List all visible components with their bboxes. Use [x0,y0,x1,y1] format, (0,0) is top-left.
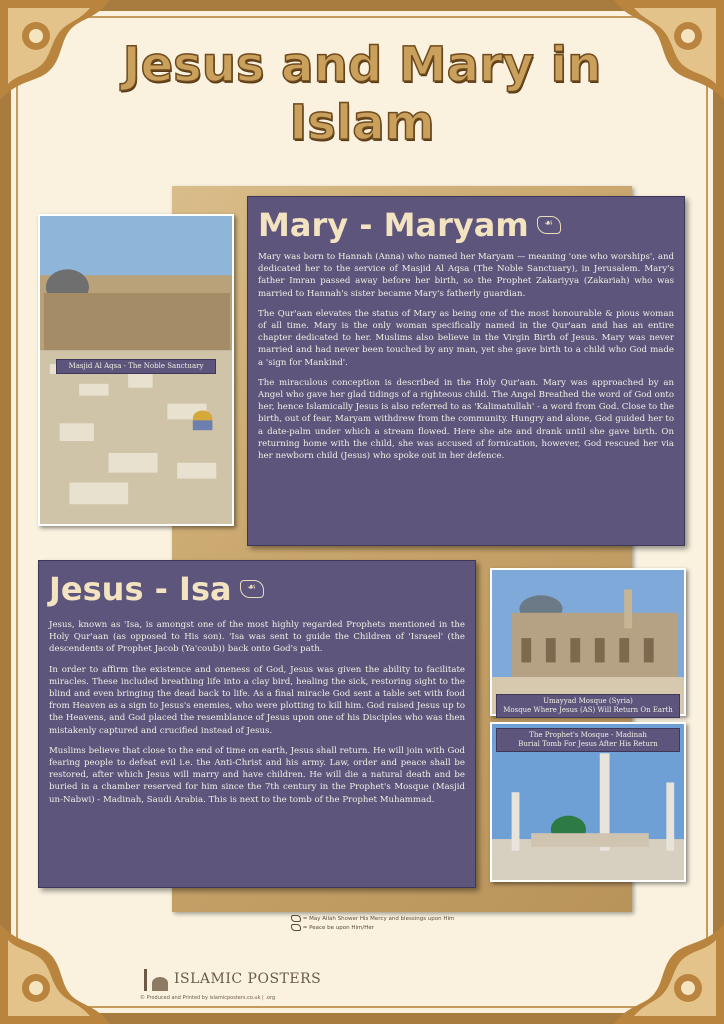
mary-paragraph: The miraculous conception is described in the Holy Qur'aan. Mary was approached by an Angel who gave her glad tidings of a righteous child. The Angel Breathed the word of God onto her, hence Islamically Jesus is also referred to as 'Kalimatullah' - a word from God. Close to the birth, out of fear, Maryam withdrew from the community. Hungry and alone, God guided her to a date-palm under which a stream flowed. Here she ate and drank until she gave birth. On returning home with the child, she was accused of fornication, however, God rescued her via her newborn child (Jesus) who spoke out in her defence. [258,377,674,462]
jesus-section [38,560,476,888]
mary-heading-text: Mary - Maryam [258,206,529,244]
caption-line: Burial Tomb For Jesus After His Return [518,740,658,748]
caption-line: Mosque Where Jesus (AS) Will Return On Earth [503,706,673,714]
pbuh-calligraphy-icon: ☙ [240,580,264,598]
mary-section [247,196,685,546]
mary-paragraph: The Qur'aan elevates the status of Mary as being one of the most honourable & pious woman of all time. Mary is the only woman specifically named in the Qur'aan and has an entire chapter dedicated to her. Muslims also believe in the Virgin Birth of Jesus. Mary was never married and had never been touched by any man, yet she gave birth to a child who God made a 'sign for Mankind'. [258,308,674,368]
mosque-logo-icon [140,965,174,995]
prophets-mosque-caption [496,728,680,752]
publisher-logo [140,965,360,1005]
pbuh-calligraphy-icon: ☙ [537,216,561,234]
footnote-text: = Peace be upon Him/Her [302,925,374,931]
caption-line: The Prophet's Mosque - Madinah [529,731,647,739]
pbuh-calligraphy-icon [291,924,301,931]
logo-credit: © Produced and Printed by islamicposters.co.uk | .org [140,995,276,1001]
jesus-paragraph: In order to affirm the existence and oneness of God, Jesus was given the ability to facilitate miracles. These included breathing life into a clay bird, healing the sick, restoring sight to the blind and even bringing the dead back to life. As a final miracle God sent a table set with food from Heaven as a sign to Jesus's enemies, who were plotting to kill him. God raised Jesus up to the Heavens, and God placed the resemblance of Jesus upon one of his Disciples who was then mistakenly captured and crucified instead of Jesus. [49,664,465,736]
caption-line: Umayyad Mosque (Syria) [543,697,633,705]
page-title: Jesus and Mary in Islam [122,37,602,151]
footnotes [290,915,550,933]
corner-ornament-icon [594,894,724,1024]
jesus-paragraph: Muslims believe that close to the end of time on earth, Jesus shall return. He will join with God fearing people to defeat evil i.e. the Anti-Christ and his army. Law, order and peace shall be restored, after which Jesus will marry and have children. He will die a natural death and be buried in a chamber reserved for him since the 7th century in the Prophet's Mosque (Masjid un-Nabwi) - Madinah, Saudi Arabia. This is next to the tomb of the Prophet Muhammad. [49,745,465,805]
footnote-line [290,915,550,924]
mary-paragraph: Mary was born to Hannah (Anna) who named her Maryam — meaning 'one who worships', and dedicated her to the service of Masjid Al Aqsa (The Noble Sanctuary), in Jerusalem. Mary's father Imran passed away before her birth, so the Prophet Zakariyya (Zakariah) who was married to Hannah's sister became Mary's fatherly guardian. [258,252,674,299]
jesus-paragraph: Jesus, known as 'Isa, is amongst one of the most highly regarded Prophets mentioned in the Holy Qur'aan (as opposed to His son). 'Isa was sent to guide the Children of 'Israeel' (the descendents of Prophet Jacob (Ya'coub)) back onto God's path. [49,620,465,655]
corner-ornament-icon [0,894,130,1024]
mary-heading [258,203,674,247]
footnote-text: = May Allah Shower His Mercy and blessings upon Him [302,916,455,922]
footnote-line [290,924,550,933]
saw-calligraphy-icon [291,915,301,922]
photo-caption: Masjid Al Aqsa - The Noble Sanctuary [56,359,216,374]
logo-name: ISLAMIC POSTERS [174,971,322,987]
jesus-heading [49,567,465,611]
jesus-heading-text: Jesus - Isa [49,570,232,608]
umayyad-caption [496,694,680,718]
